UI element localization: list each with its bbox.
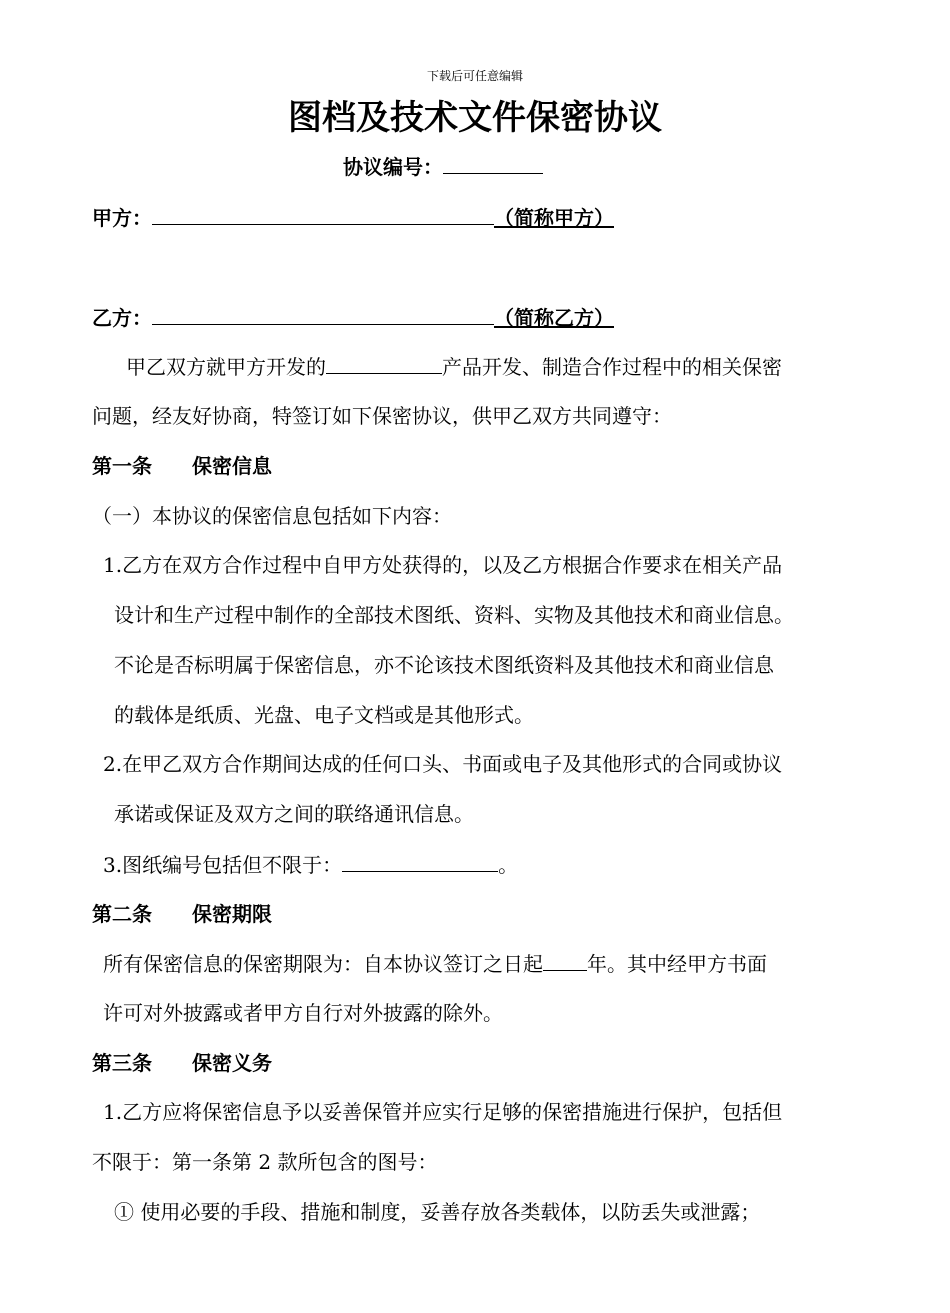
- article-1-item-1-line: 的载体是纸质、光盘、电子文档或是其他形式。: [114, 703, 534, 727]
- article-1-item-2-line: 承诺或保证及双方之间的联络通讯信息。: [114, 802, 474, 826]
- article-2-line-1: [103, 950, 767, 977]
- article-3-number: 第三条: [92, 1051, 152, 1075]
- party-b-suffix: （简称乙方）: [494, 306, 614, 330]
- agreement-number-label: 协议编号：: [343, 155, 443, 179]
- article-2-line-2: 许可对外披露或者甲方自行对外披露的除外。: [103, 1001, 503, 1025]
- intro-line-1: [126, 353, 782, 380]
- article-3-subitem-1: ① 使用必要的手段、措施和制度，妥善存放各类载体，以防丢失或泄露；: [114, 1200, 761, 1224]
- article-2-heading: [92, 901, 272, 927]
- article-3-title: 保密义务: [192, 1051, 272, 1075]
- article-3-heading: [92, 1050, 272, 1076]
- article-2-part-2: 年。其中经甲方书面: [587, 952, 767, 976]
- article-1-title: 保密信息: [192, 454, 272, 478]
- agreement-number-blank: [443, 153, 543, 174]
- party-a-line: [92, 204, 614, 231]
- drawing-number-blank: [342, 851, 498, 872]
- intro-part-1: 甲乙双方就甲方开发的: [126, 355, 326, 379]
- article-1-subsection: （一）本协议的保密信息包括如下内容：: [92, 504, 452, 528]
- party-a-blank: [152, 204, 494, 225]
- article-2-title: 保密期限: [192, 902, 272, 926]
- article-1-item-1-line: 1.乙方在双方合作过程中自甲方处获得的，以及乙方根据合作要求在相关产品: [103, 553, 783, 577]
- intro-line-2: 问题，经友好协商，特签订如下保密协议，供甲乙双方共同遵守：: [92, 404, 672, 428]
- article-3-item-1-line-1: 1.乙方应将保密信息予以妥善保管并应实行足够的保密措施进行保护，包括但: [103, 1100, 783, 1124]
- intro-part-2: 产品开发、制造合作过程中的相关保密: [442, 355, 782, 379]
- document-title: 图档及技术文件保密协议: [288, 98, 662, 138]
- item-3-prefix: 3.图纸编号包括但不限于：: [103, 853, 343, 877]
- party-b-blank: [152, 304, 494, 325]
- party-b-line: [92, 304, 614, 331]
- article-3-item-1-line-2: 不限于：第一条第 2 款所包含的图号：: [92, 1150, 438, 1174]
- product-blank: [326, 353, 442, 374]
- party-b-label: 乙方：: [92, 306, 152, 330]
- header-note: 下载后可任意编辑: [426, 69, 523, 83]
- article-2-number: 第二条: [92, 902, 152, 926]
- agreement-number: [343, 153, 543, 180]
- article-2-part-1: 所有保密信息的保密期限为：自本协议签订之日起: [103, 952, 543, 976]
- party-a-label: 甲方：: [92, 206, 152, 230]
- article-1-item-1-line: 设计和生产过程中制作的全部技术图纸、资料、实物及其他技术和商业信息。: [114, 603, 794, 627]
- party-a-suffix: （简称甲方）: [494, 206, 614, 230]
- article-1-heading: [92, 453, 272, 479]
- article-1-number: 第一条: [92, 454, 152, 478]
- article-1-item-2-line: 2.在甲乙双方合作期间达成的任何口头、书面或电子及其他形式的合同或协议: [103, 752, 783, 776]
- article-1-item-3: [103, 851, 518, 878]
- article-1-item-1-line: 不论是否标明属于保密信息，亦不论该技术图纸资料及其他技术和商业信息: [114, 653, 774, 677]
- item-3-suffix: 。: [498, 853, 519, 877]
- years-blank: [543, 950, 587, 971]
